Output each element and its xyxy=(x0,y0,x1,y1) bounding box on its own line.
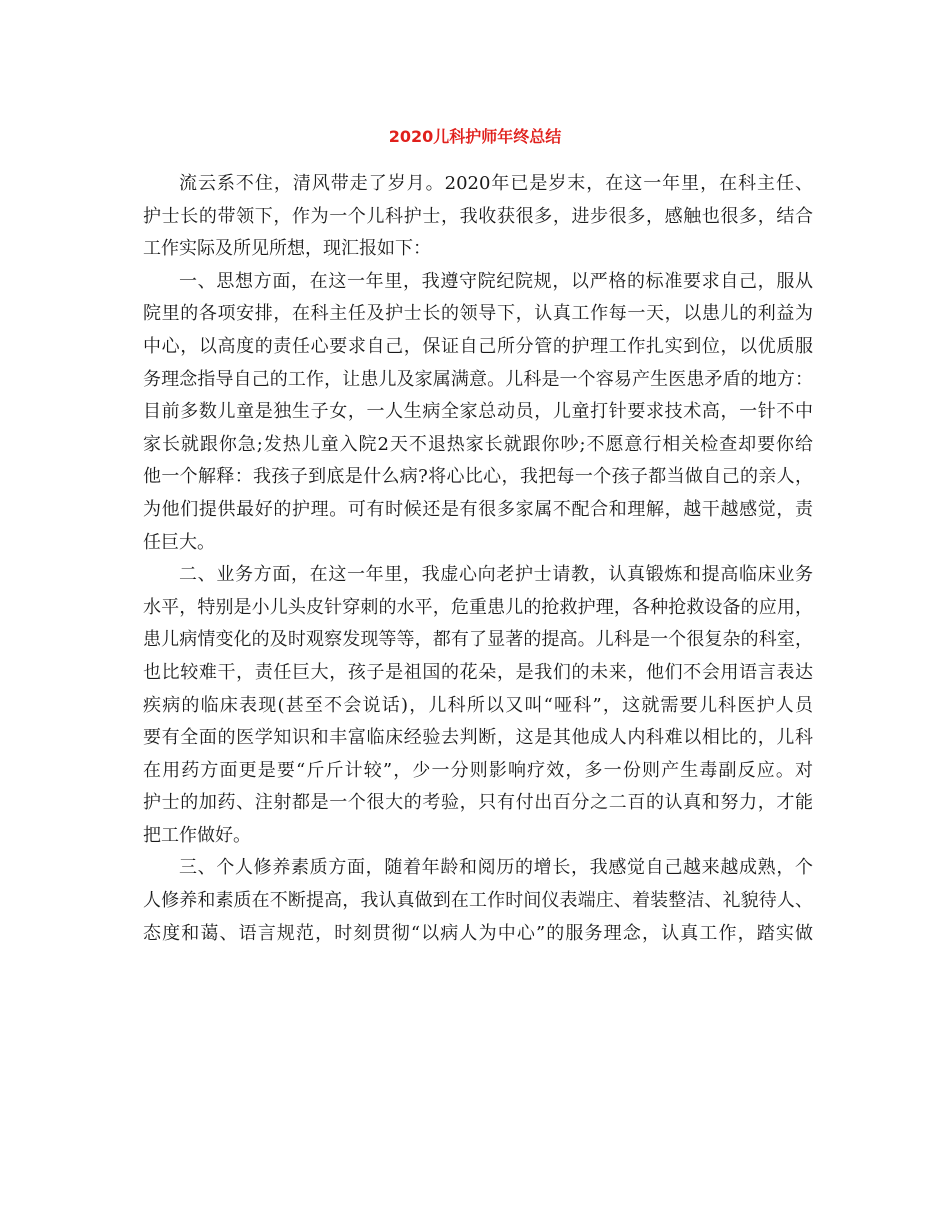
text-line: 工作实际及所见所想，现汇报如下： xyxy=(143,238,431,260)
text-line: 护士长的带领下，作为一个儿科护士，我收获很多，进步很多，感触也很多，结合 xyxy=(143,205,813,227)
text-line: 务理念指导自己的工作，让患儿及家属满意。儿科是一个容易产生医患矛盾的地方： xyxy=(143,368,813,390)
document-body xyxy=(143,168,813,950)
text-line: 要有全面的医学知识和丰富临床经验去判断，这是其他成人内科难以相比的，儿科 xyxy=(143,727,813,749)
text-line: 他一个解释：我孩子到底是什么病?将心比心，我把每一个孩子都当做自己的亲人， xyxy=(143,466,813,488)
text-line: 护士的加药、注射都是一个很大的考验，只有付出百分之二百的认真和努力，才能 xyxy=(143,792,813,814)
text-line: 水平，特别是小儿头皮针穿刺的水平，危重患儿的抢救护理，各种抢救设备的应用， xyxy=(143,596,813,618)
text-line: 目前多数儿童是独生子女，一人生病全家总动员，儿童打针要求技术高，一针不中 xyxy=(143,401,813,423)
text-line: 人修养和素质在不断提高，我认真做到在工作时间仪表端庄、着装整洁、礼貌待人、 xyxy=(143,890,813,912)
text-line: 院里的各项安排，在科主任及护士长的领导下，认真工作每一天，以患儿的利益为 xyxy=(143,303,813,325)
text-line: 任巨大。 xyxy=(143,531,215,553)
text-line: 家长就跟你急;发热儿童入院2天不退热家长就跟你吵;不愿意行相关检查却要你给 xyxy=(143,433,813,455)
text-line: 中心，以高度的责任心要求自己，保证自己所分管的护理工作扎实到位，以优质服 xyxy=(143,335,813,357)
text-line: 把工作做好。 xyxy=(143,824,251,846)
text-line: 态度和蔼、语言规范，时刻贯彻“以病人为中心”的服务理念，认真工作，踏实做 xyxy=(143,922,813,944)
text-line: 也比较难干，责任巨大，孩子是祖国的花朵，是我们的未来，他们不会用语言表达 xyxy=(143,661,813,683)
text-line: 在用药方面更是要“斤斤计较”，少一分则影响疗效，多一份则产生毒副反应。对 xyxy=(143,759,813,781)
text-line: 三、个人修养素质方面，随着年龄和阅历的增长，我感觉自己越来越成熟，个 xyxy=(179,857,813,879)
text-line: 为他们提供最好的护理。可有时候还是有很多家属不配合和理解，越干越感觉，责 xyxy=(143,498,813,520)
text-line: 患儿病情变化的及时观察发现等等，都有了显著的提高。儿科是一个很复杂的科室， xyxy=(143,629,813,651)
text-line: 流云系不住，清风带走了岁月。2020年已是岁末，在这一年里，在科主任、 xyxy=(179,173,813,194)
text-line: 一、思想方面，在这一年里，我遵守院纪院规，以严格的标准要求自己，服从 xyxy=(179,270,813,292)
text-line: 疾病的临床表现(甚至不会说话)，儿科所以又叫“哑科”，这就需要儿科医护人员 xyxy=(143,694,813,716)
document-title: 2020儿科护师年终总结 xyxy=(388,127,562,146)
text-line: 二、业务方面，在这一年里，我虚心向老护士请教，认真锻炼和提高临床业务 xyxy=(179,564,813,586)
